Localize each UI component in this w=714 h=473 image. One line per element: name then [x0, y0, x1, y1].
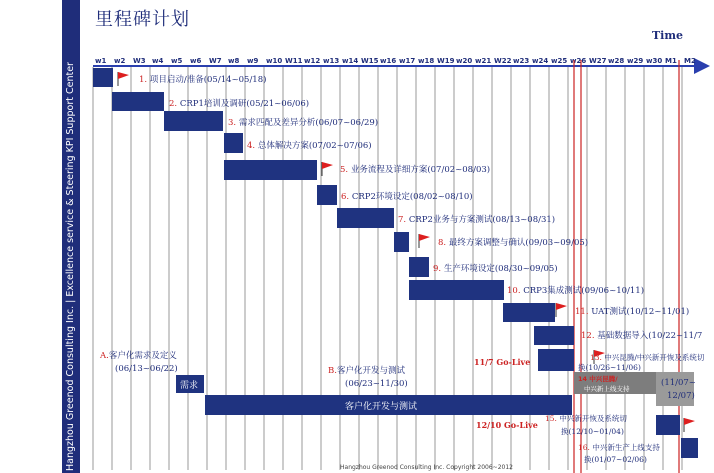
- task-label-7: 7. CRP2业务与方案测试(08/13~08/31): [398, 215, 556, 225]
- flag-icon: [556, 303, 567, 317]
- task-label-5: 5. 业务流程及详细方案(07/02~08/03): [340, 165, 491, 175]
- task-label-13: 13. 中兴昆腾/中兴新开恢及系统切: [590, 353, 705, 362]
- week-label: W27: [589, 57, 607, 65]
- week-label: w13: [323, 57, 340, 65]
- week-label: w8: [228, 57, 240, 65]
- task-label-16: 16. 中兴新生产上线支持: [578, 443, 660, 452]
- week-labels: [95, 57, 696, 65]
- flag-icon: [419, 234, 430, 248]
- task-bar-16: [681, 438, 698, 458]
- footer-copyright: Hangzhou Greenod Consulting Inc. Copyright 2006~2012: [340, 464, 513, 471]
- week-label: w17: [399, 57, 416, 65]
- custom-dev-label: B.客户化开发与测试: [328, 366, 405, 376]
- task-bar-7: [337, 208, 394, 228]
- week-label: w24: [532, 57, 549, 65]
- task-label-6: 6. CRP2环境设定(08/02~08/10): [341, 192, 473, 202]
- week-label: w30: [646, 57, 663, 65]
- week-label: w26: [570, 57, 587, 65]
- week-label: W7: [209, 57, 222, 65]
- task-label-9: 9. 生产环境设定(08/30~09/05): [433, 264, 558, 274]
- task-bar-10: [409, 280, 504, 300]
- week-label: W3: [133, 57, 146, 65]
- task-label-4: 4. 总体解决方案(07/02~07/06): [247, 141, 372, 151]
- custom-req-label: A.客户化需求及定义: [100, 351, 177, 361]
- week-label: w18: [418, 57, 435, 65]
- task-bar-12: [534, 326, 574, 345]
- flag-icon: [322, 162, 333, 176]
- page-title: 里程碑计划: [95, 9, 190, 30]
- task-label-16-sub: 换(01/07~02/06): [584, 455, 647, 464]
- week-label: w21: [475, 57, 492, 65]
- week-label: M1: [665, 57, 677, 65]
- week-label: w29: [627, 57, 644, 65]
- week-label: W11: [285, 57, 303, 65]
- week-label: w20: [456, 57, 473, 65]
- week-label: W15: [361, 57, 379, 65]
- week-label: w6: [190, 57, 202, 65]
- gray-box-line-2: 中兴新上线支持: [584, 385, 630, 393]
- flag-icon: [118, 72, 129, 86]
- gray-box2-line-1: (11/07~: [661, 378, 696, 388]
- task-bar-6: [317, 185, 337, 205]
- task-bar-15: [656, 415, 680, 435]
- week-label: W22: [494, 57, 512, 65]
- golive-label-2: 12/10 Go-Live: [476, 420, 538, 430]
- task-label-13-sub: 换(10/26~11/06): [578, 363, 641, 372]
- task-label-15: 15. 中兴新开恢及系统切: [545, 414, 627, 423]
- task-label-8: 8. 最终方案调整与确认(09/03~09/05): [438, 238, 589, 248]
- gray-box-line-1: 14 中兴昆腾/: [578, 375, 618, 383]
- task-bar-1: [93, 68, 113, 87]
- time-axis-label: Time: [652, 29, 684, 42]
- task-label-2: 2. CRP1培训及调研(05/21~06/06): [169, 99, 310, 109]
- week-label: w14: [342, 57, 359, 65]
- requirement-box-label: 需求: [180, 381, 199, 391]
- task-bar-13: [538, 349, 574, 371]
- task-label-15-sub: 换(12/10~01/04): [561, 427, 624, 436]
- task-bar-5: [224, 160, 317, 180]
- week-label: w4: [152, 57, 164, 65]
- dev-test-bar-label: 客户化开发与测试: [345, 402, 418, 412]
- week-label: w9: [247, 57, 259, 65]
- week-label: w5: [171, 57, 183, 65]
- custom-dev-dates: (06/23~11/30): [345, 379, 408, 389]
- week-label: w28: [608, 57, 625, 65]
- week-label: w12: [304, 57, 321, 65]
- week-label: M2: [684, 57, 696, 65]
- task-label-11: 11. UAT测试(10/12~11/01): [575, 307, 690, 317]
- week-label: W19: [437, 57, 455, 65]
- golive-label-1: 11/7 Go-Live: [474, 357, 531, 367]
- task-bar-2: [112, 92, 164, 111]
- week-label: w1: [95, 57, 107, 65]
- task-bar-8: [394, 232, 409, 252]
- week-label: w2: [114, 57, 126, 65]
- gray-box2-line-2: 12/07): [667, 391, 695, 401]
- flag-icon: [684, 418, 695, 432]
- task-label-12: 12. 基础数据导入(10/22~11/7: [581, 331, 703, 341]
- task-label-10: 10. CRP3集成测试(09/06~10/11): [507, 286, 645, 296]
- week-label: w25: [551, 57, 568, 65]
- week-label: w16: [380, 57, 397, 65]
- week-label: w10: [266, 57, 283, 65]
- custom-req-dates: (06/13~06/22): [115, 364, 178, 374]
- task-bar-4: [224, 133, 243, 153]
- task-label-3: 3. 需求匹配及差异分析(06/07~06/29): [228, 118, 379, 128]
- week-label: w23: [513, 57, 530, 65]
- task-bar-11: [503, 303, 555, 322]
- task-bar-9: [409, 257, 429, 277]
- task-label-1: 1. 项目启动/准备(05/14~05/18): [139, 75, 267, 85]
- sidebar-text: Hangzhou Greenod Consulting Inc. | Excellence service & Steering KPI Support Center: [65, 62, 76, 471]
- task-bar-3: [164, 111, 223, 131]
